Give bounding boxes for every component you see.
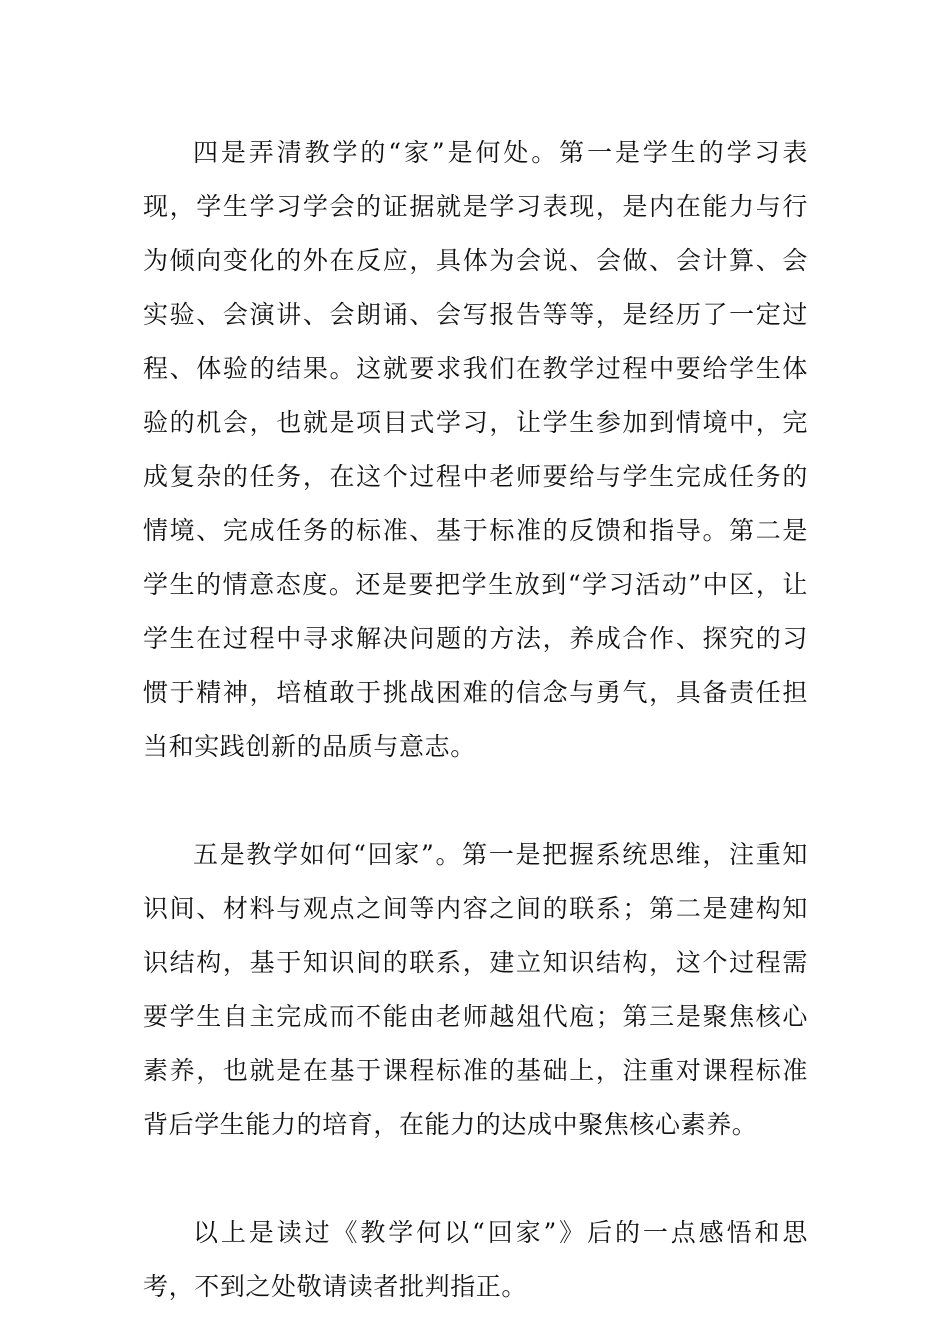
document-body bbox=[143, 126, 808, 1314]
paragraph-conclusion: 以上是读过《教学何以“回家”》后的一点感悟和思考，不到之处敬请读者批判指正。 bbox=[143, 1218, 808, 1301]
paragraph-four: 四是弄清教学的“家”是何处。第一是学生的学习表现，学生学习学会的证据就是学习表现，是内在能力与行为倾向变化的外在反应，具体为会说、会做、会计算、会实验、会演讲、会朗诵、会写报告等等，是经历了一定过程、体验的结果。这就要求我们在教学过程中要给学生体验的机会，也就是项目式学习，让学生参加到情境中，完成复杂的任务，在这个过程中老师要给与学生完成任务的情境、完成任务的标准、基于标准的反馈和指导。第二是学生的情意态度。还是要把学生放到“学习活动”中区，让学生在过程中寻求解决问题的方法，养成合作、探究的习惯于精神，培植敢于挑战困难的信念与勇气，具备责任担当和实践创新的品质与意志。 bbox=[143, 138, 808, 761]
paragraph-five: 五是教学如何“回家”。第一是把握系统思维，注重知识间、材料与观点之间等内容之间的联系；第二是建构知识结构，基于知识间的联系，建立知识结构，这个过程需要学生自主完成而不能由老师越俎代庖；第三是聚焦核心素养，也就是在基于课程标准的基础上，注重对课程标准背后学生能力的培育，在能力的达成中聚焦核心素养。 bbox=[143, 840, 808, 1139]
